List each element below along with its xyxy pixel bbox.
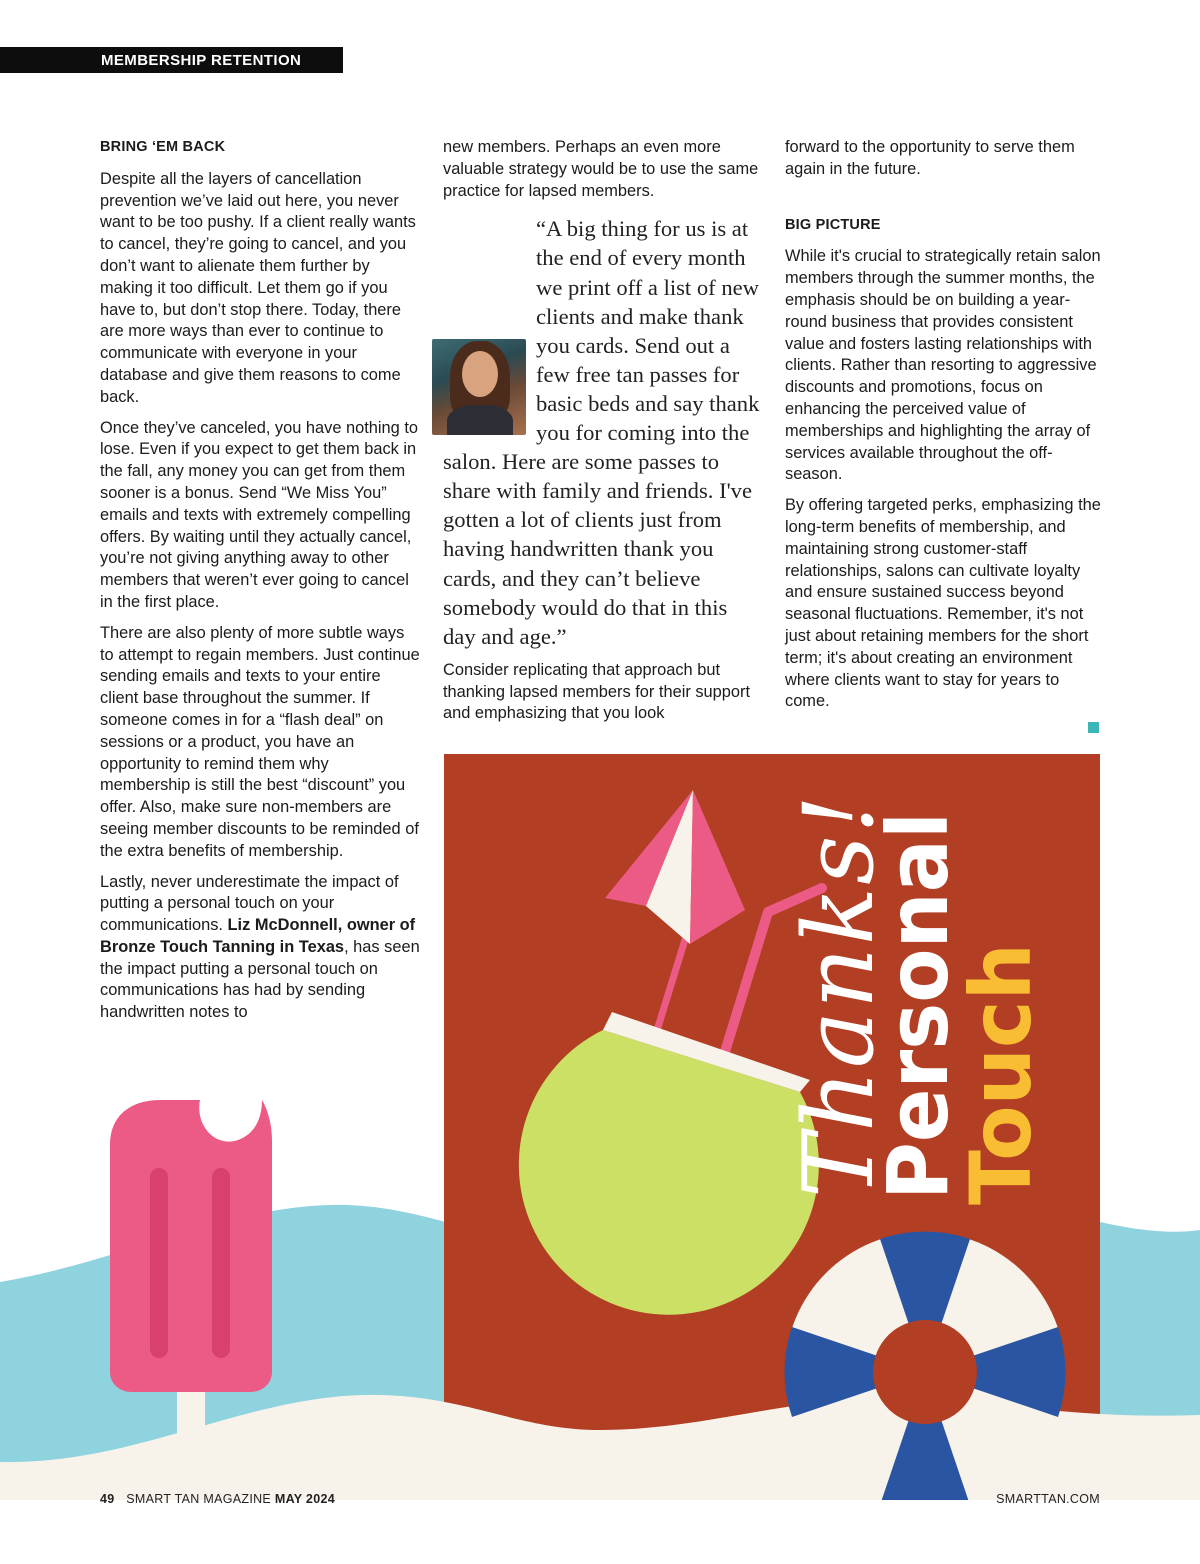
magazine-name: SMART TAN MAGAZINE bbox=[126, 1492, 272, 1506]
title-personal: Personal bbox=[869, 787, 967, 1200]
paragraph-text: Lastly, never underestimate the impact of putting a personal touch on your communications. bbox=[100, 872, 399, 935]
section-tag-label: MEMBERSHIP RETENTION bbox=[101, 52, 302, 69]
paragraph: By offering targeted perks, emphasizing the long-term benefits of membership, and maintaining strong customer-staff relationships, salons can cultivate loyalty and ensure sustained success beyond seasonal fluctuations. Remember, it's not just about retaining members for the short term; it's about creating an environment where clients want to stay for years to come. bbox=[785, 496, 1101, 711]
pull-quote bbox=[443, 214, 761, 650]
paragraph-text: , has seen the impact putting a personal touch on communications has had by sending handwritten notes to bbox=[100, 937, 420, 1022]
section-heading-big-picture: BIG PICTURE bbox=[785, 216, 881, 233]
article-column-3 bbox=[785, 137, 1103, 722]
issue-date: MAY 2024 bbox=[274, 1492, 335, 1506]
title-touch: Touch bbox=[952, 931, 1050, 1205]
thanks-script: Thanks! bbox=[783, 793, 895, 1198]
section-heading-bring-em-back: BRING ‘EM BACK bbox=[100, 139, 226, 155]
page-number: 49 bbox=[100, 1492, 115, 1506]
paragraph: forward to the opportunity to serve them again in the future. bbox=[785, 138, 1075, 178]
summer-illustration bbox=[0, 740, 1200, 1500]
paragraph: Once they’ve canceled, you have nothing to lose. Even if you expect to get them back in the fall, any money you can get from them sooner is a bonus. Send “We Miss You” emails and texts with extremely compelling offers. By waiting until they actually cancel, you’re not giving anything away to other members that weren’t ever going to cancel in the first place. bbox=[100, 418, 419, 611]
pull-quote-text: “A big thing for us is at the end of every month we print off a list of new clients and make thank you cards. Send out a few free tan passes for basic beds and say thank you for coming into the salon. Here are some passes to share with family and friends. I've gotten a lot of clients just from having handwritten thank you cards, and they can’t believe somebody would do that in this day and age.” bbox=[443, 216, 760, 649]
author-photo bbox=[432, 339, 526, 435]
website: SMARTTAN.COM bbox=[996, 1492, 1100, 1506]
end-mark bbox=[1088, 722, 1099, 733]
paragraph: While it's crucial to strategically retain salon members through the summer months, the emphasis should be on building a year-round business that provides consistent value and fosters lasting relationships with clients. Rather than resorting to aggressive discounts and promotions, focus on enhancing the perceived value of memberships and highlighting the array of services available throughout the off-season. bbox=[785, 247, 1101, 484]
paragraph: Consider replicating that approach but thanking lapsed members for their support and emphasizing that you look bbox=[443, 660, 751, 723]
page-footer bbox=[100, 1492, 1100, 1506]
article-column-2 bbox=[443, 137, 761, 734]
paragraph: Despite all the layers of cancellation prevention we’ve laid out here, you never want to be too pushy. If a client really wants to cancel, they’re going to cancel, and you don’t want to alienate them further by making it too difficult. Let them go if you have to, but don’t stop there. Today, there are more ways than ever to continue to communicate with everyone in your database and give them reasons to come back. bbox=[100, 169, 416, 406]
bold-name: Liz McDonnell, owner of Bronze Touch Tanning in Texas bbox=[100, 916, 416, 956]
paragraph: There are also plenty of more subtle ways to attempt to regain members. Just continue sending emails and texts to your entire client base throughout the summer. If someone comes in for a “flash deal” on sessions or a product, you have an opportunity to remind them why membership is still the best “discount” you offer. Also, make sure non-members are seeing member discounts to be reminded of the extra benefits of membership. bbox=[100, 623, 420, 860]
section-tag bbox=[0, 47, 343, 73]
paragraph: new members. Perhaps an even more valuable strategy would be to use the same practice for lapsed members. bbox=[443, 138, 759, 200]
